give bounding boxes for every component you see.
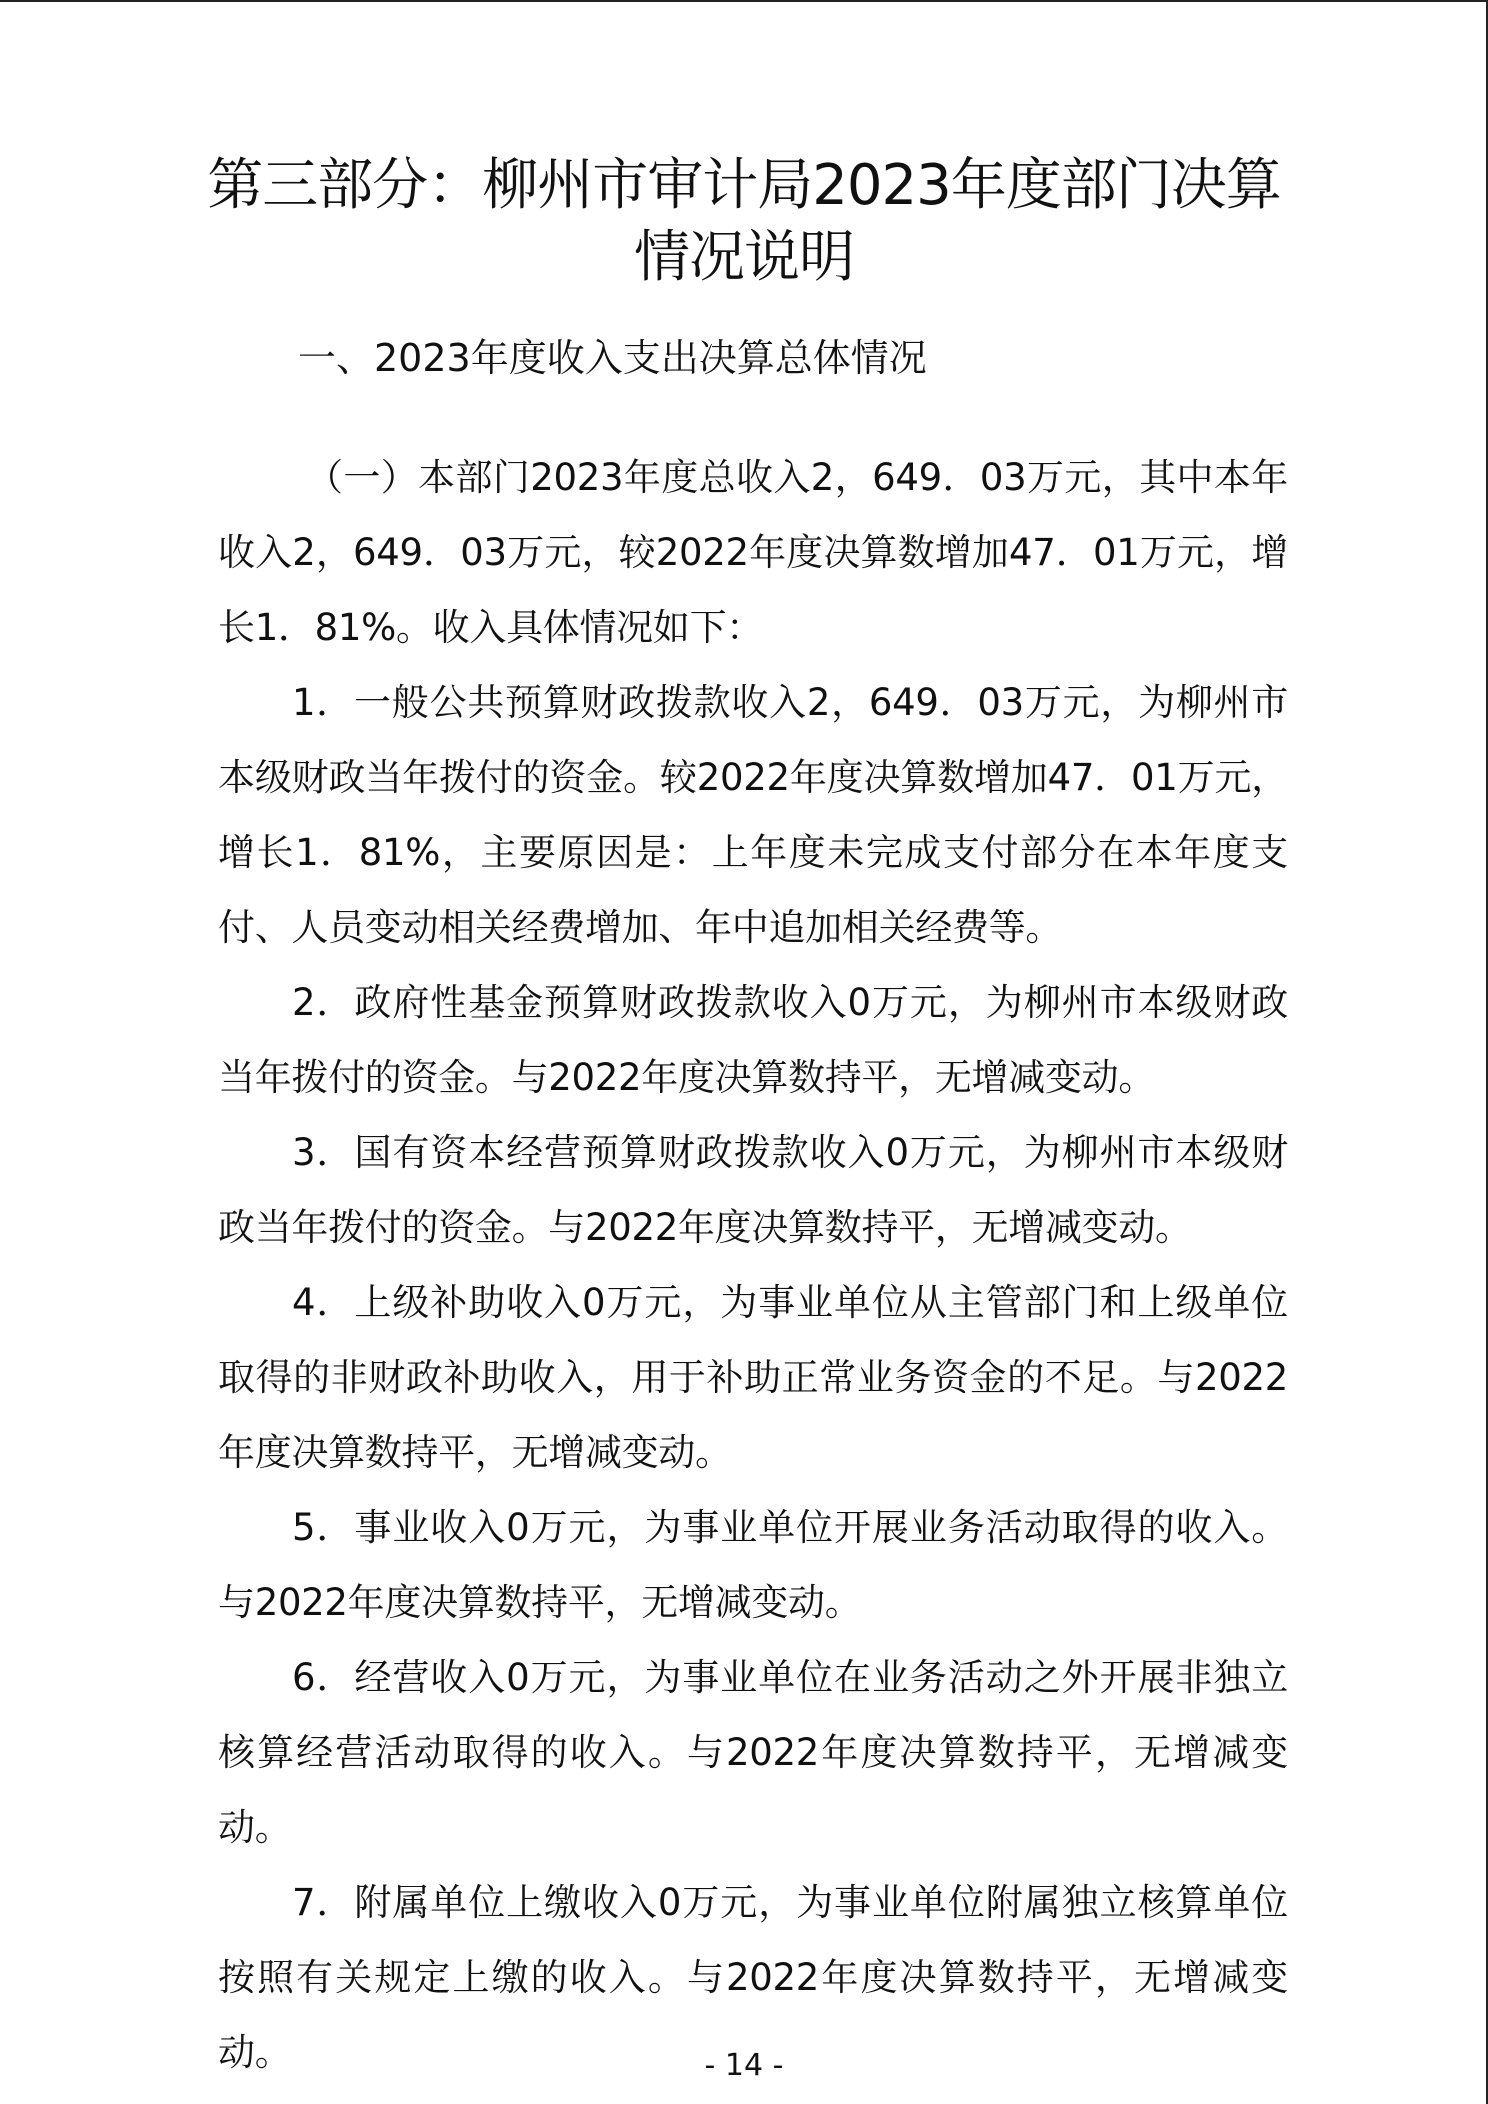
- title-line-2: 情况说明: [634, 225, 854, 290]
- paragraph-item-7: 7．附属单位上缴收入0万元，为事业单位附属独立核算单位按照有关规定上缴的收入。与2022年度决算数持平，无增减变动。: [218, 1881, 1288, 2074]
- paragraph-item-3: 3．国有资本经营预算财政拨款收入0万元，为柳州市本级财政当年拨付的资金。与2022年度决算数持平，无增减变动。: [218, 1131, 1288, 1249]
- paragraph-item-6: 6．经营收入0万元，为事业单位在业务活动之外开展非独立核算经营活动取得的收入。与2022年度决算数持平，无增减变动。: [218, 1656, 1288, 1849]
- page-title: [190, 150, 1298, 294]
- title-line-1: 第三部分：柳州市审计局2023年度部门决算: [207, 153, 1281, 218]
- paragraph-item-1: 1．一般公共预算财政拨款收入2，649．03万元，为柳州市本级财政当年拨付的资金。较2022年度决算数增加47．01万元，增长1．81%，主要原因是：上年度未完成支付部分在本年度支付、人员变动相关经费增加、年中追加相关经费等。: [218, 681, 1288, 949]
- section-heading: 一、2023年度收入支出决算总体情况: [298, 336, 927, 380]
- page-number: - 14 -: [704, 2048, 784, 2083]
- paragraph-intro: （一）本部门2023年度总收入2，649．03万元，其中本年收入2，649．03万元，较2022年度决算数增加47．01万元，增长1．81%。收入具体情况如下：: [218, 456, 1288, 649]
- paragraph-item-5: 5．事业收入0万元，为事业单位开展业务活动取得的收入。与2022年度决算数持平，无增减变动。: [218, 1506, 1288, 1624]
- document-body: [218, 440, 1288, 2090]
- paragraph-item-4: 4．上级补助收入0万元，为事业单位从主管部门和上级单位取得的非财政补助收入，用于补助正常业务资金的不足。与2022年度决算数持平，无增减变动。: [218, 1281, 1288, 1474]
- paragraph-item-2: 2．政府性基金预算财政拨款收入0万元，为柳州市本级财政当年拨付的资金。与2022年度决算数持平，无增减变动。: [218, 981, 1288, 1099]
